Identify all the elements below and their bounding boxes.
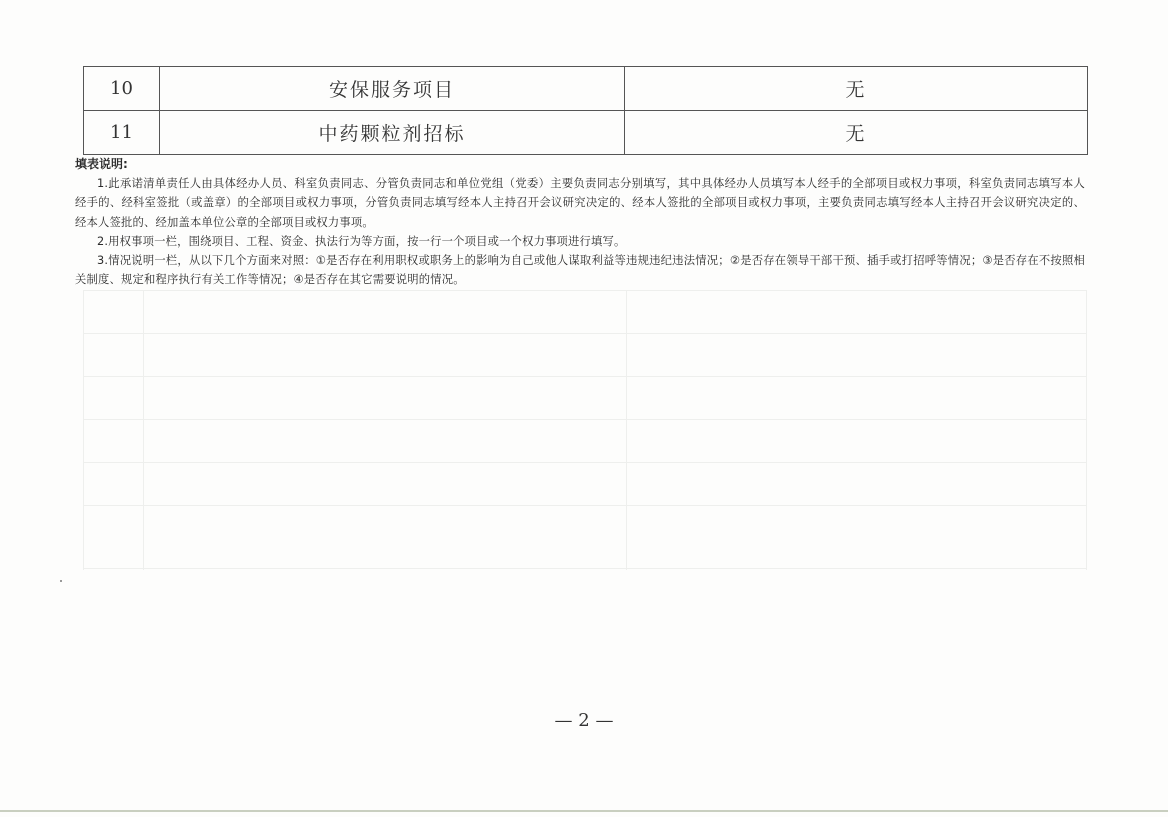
instruction-paragraph: 1.此承诺清单责任人由具体经办人员、科室负责同志、分管负责同志和单位党组（党委）主要负责同志分别填写，其中具体经办人员填写本人经手的全部项目或权力事项，科室负责同志填写本人经手的、经科室签批（或盖章）的全部项目或权力事项，分管负责同志填写经本人主持召开会议研究决定的、经本人签批的全部项目或权力事项，主要负责同志填写经本人主持召开会议研究决定的、经本人签批的、经加盖本单位公章的全部项目或权力事项。 xyxy=(75,177,1085,229)
commitment-table xyxy=(83,66,1088,155)
table-row xyxy=(84,67,1088,111)
row-status: 无 xyxy=(625,111,1088,155)
row-item: 安保服务项目 xyxy=(160,67,625,111)
table-row xyxy=(84,111,1088,155)
scan-speck xyxy=(60,580,62,582)
row-index: 11 xyxy=(84,111,160,155)
page-number: — 2 — xyxy=(554,710,614,731)
instructions-heading: 填表说明: xyxy=(75,157,128,171)
row-item: 中药颗粒剂招标 xyxy=(160,111,625,155)
row-status: 无 xyxy=(625,67,1088,111)
row-index: 10 xyxy=(84,67,160,111)
show-through-table xyxy=(83,290,1087,570)
instruction-paragraph: 3.情况说明一栏，从以下几个方面来对照：①是否存在利用职权或职务上的影响为自己或他人谋取利益等违规违纪违法情况；②是否存在领导干部干预、插手或打招呼等情况；③是否存在不按照相关制度、规定和程序执行有关工作等情况；④是否存在其它需要说明的情况。 xyxy=(75,254,1085,287)
page-edge xyxy=(0,810,1168,812)
form-instructions xyxy=(75,155,1085,289)
instruction-paragraph: 2.用权事项一栏，围绕项目、工程、资金、执法行为等方面，按一行一个项目或一个权力事项进行填写。 xyxy=(97,234,626,248)
